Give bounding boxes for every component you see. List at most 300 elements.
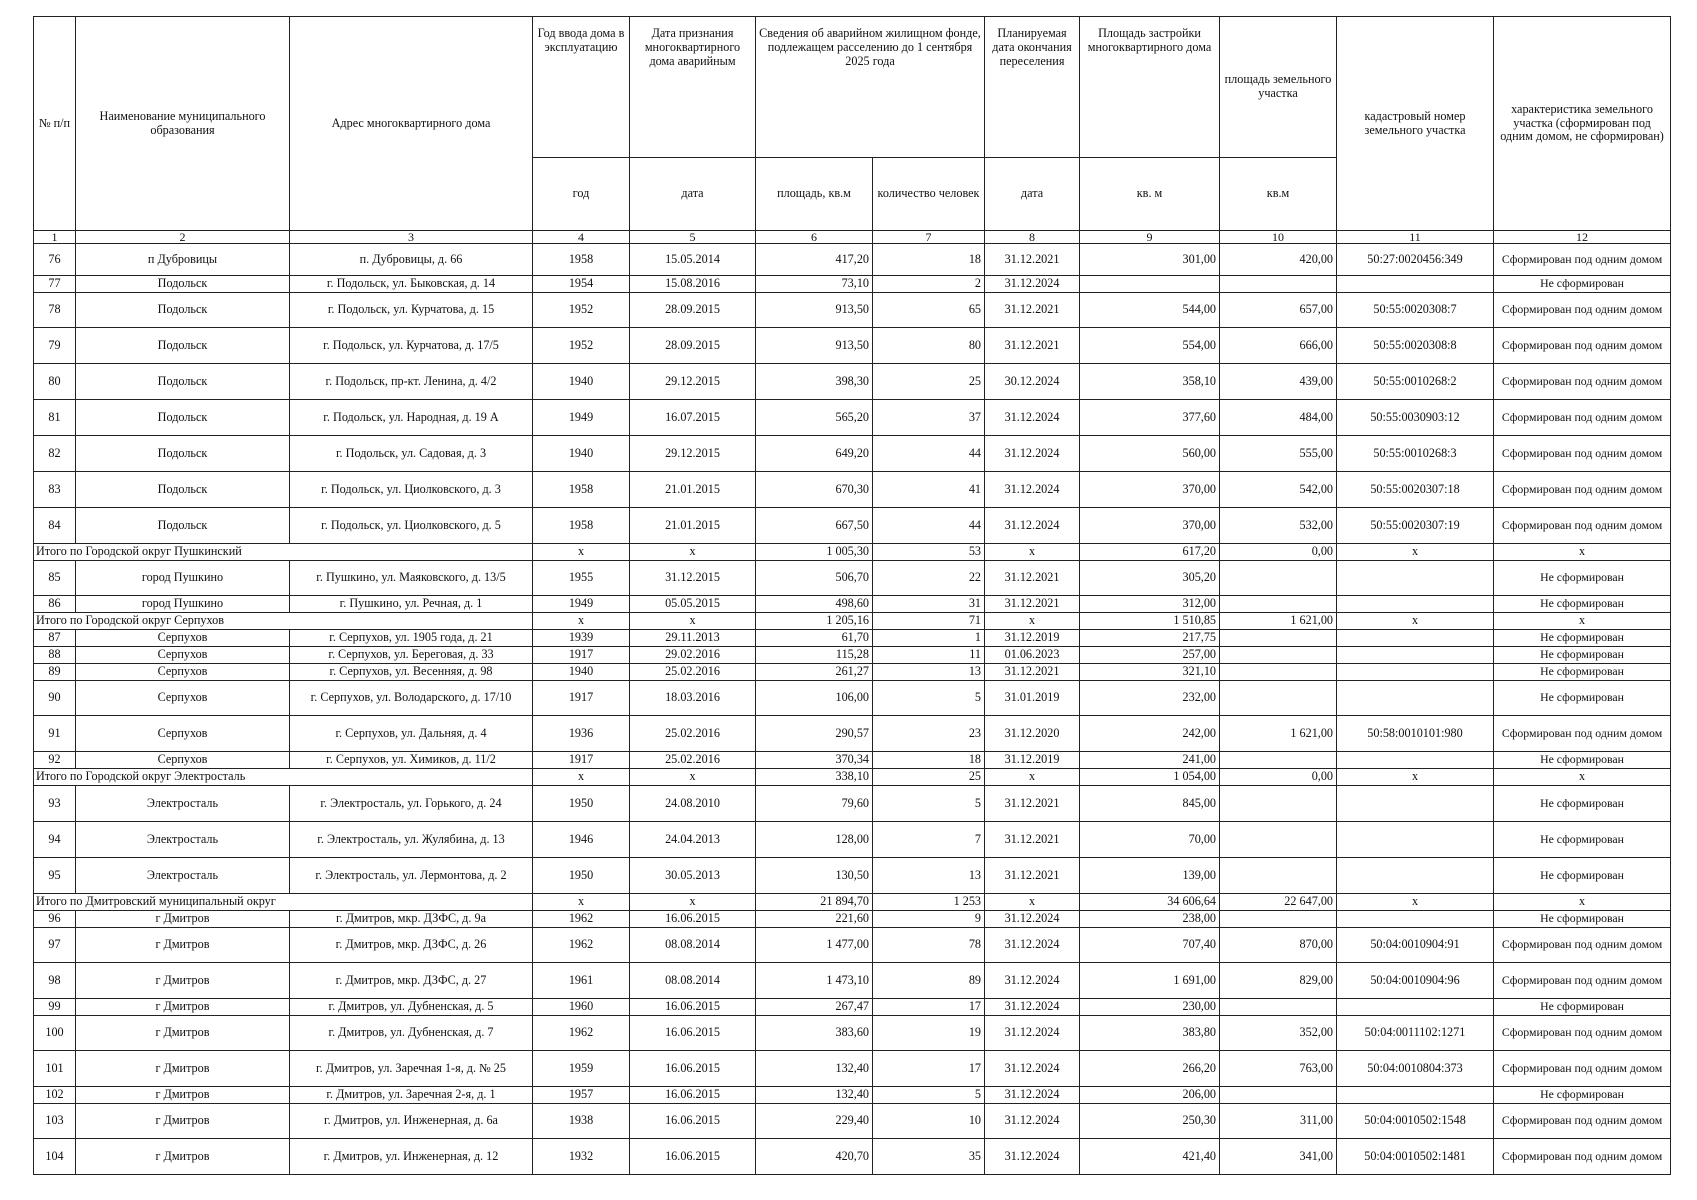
header-emergency-date: Дата признания многоквартирного дома аварийным	[630, 17, 756, 158]
people-cell: 9	[873, 911, 985, 928]
number-cell: 103	[34, 1104, 76, 1139]
plan-date-cell: 31.12.2024	[985, 999, 1080, 1016]
municipality-cell: г Дмитров	[76, 1139, 290, 1175]
building-area-cell: 560,00	[1080, 436, 1220, 472]
people-cell: 35	[873, 1139, 985, 1175]
address-cell: г. Подольск, пр-кт. Ленина, д. 4/2	[290, 364, 533, 400]
characteristic-cell: Сформирован под одним домом	[1494, 1139, 1671, 1175]
cadastral-cell: х	[1337, 769, 1494, 786]
subheader-plan-date: дата	[985, 158, 1080, 231]
characteristic-cell: х	[1494, 894, 1671, 911]
area-cell: 383,60	[756, 1016, 873, 1051]
date-cell: 21.01.2015	[630, 472, 756, 508]
characteristic-cell: Сформирован под одним домом	[1494, 716, 1671, 752]
table-row	[34, 436, 1671, 472]
characteristic-cell: Не сформирован	[1494, 999, 1671, 1016]
area-cell: 498,60	[756, 596, 873, 613]
land-area-cell: 1 621,00	[1220, 613, 1337, 630]
year-cell: 1952	[533, 293, 630, 328]
building-area-cell: 250,30	[1080, 1104, 1220, 1139]
building-area-cell: 617,20	[1080, 544, 1220, 561]
table-header	[34, 17, 1671, 244]
number-cell: 77	[34, 276, 76, 293]
people-cell: 5	[873, 681, 985, 716]
area-cell: 1 005,30	[756, 544, 873, 561]
people-cell: 44	[873, 436, 985, 472]
land-area-cell: 1 621,00	[1220, 716, 1337, 752]
area-cell: 1 477,00	[756, 928, 873, 963]
cadastral-cell: 50:27:0020456:349	[1337, 244, 1494, 276]
number-cell: 78	[34, 293, 76, 328]
characteristic-cell: Не сформирован	[1494, 911, 1671, 928]
number-cell: 95	[34, 858, 76, 894]
year-cell: 1962	[533, 1016, 630, 1051]
subheader-date: дата	[630, 158, 756, 231]
municipality-cell: Подольск	[76, 276, 290, 293]
land-area-cell: 0,00	[1220, 769, 1337, 786]
building-area-cell: 312,00	[1080, 596, 1220, 613]
plan-date-cell: 31.12.2021	[985, 858, 1080, 894]
land-area-cell: 666,00	[1220, 328, 1337, 364]
land-area-cell	[1220, 596, 1337, 613]
table-row	[34, 664, 1671, 681]
cadastral-cell	[1337, 911, 1494, 928]
people-cell: 17	[873, 1051, 985, 1087]
subtotal-row	[34, 769, 1671, 786]
characteristic-cell: Сформирован под одним домом	[1494, 1016, 1671, 1051]
year-cell: 1950	[533, 786, 630, 822]
number-cell: 97	[34, 928, 76, 963]
building-area-cell: 1 510,85	[1080, 613, 1220, 630]
people-cell: 18	[873, 244, 985, 276]
address-cell: г. Дмитров, ул. Дубненская, д. 5	[290, 999, 533, 1016]
plan-date-cell: 31.12.2024	[985, 928, 1080, 963]
table-row	[34, 716, 1671, 752]
column-number: 7	[873, 231, 985, 244]
land-area-cell: 484,00	[1220, 400, 1337, 436]
plan-date-cell: 31.12.2024	[985, 1087, 1080, 1104]
building-area-cell: 230,00	[1080, 999, 1220, 1016]
area-cell: 290,57	[756, 716, 873, 752]
date-cell: 16.06.2015	[630, 1104, 756, 1139]
address-cell: г. Серпухов, ул. Дальняя, д. 4	[290, 716, 533, 752]
land-area-cell	[1220, 999, 1337, 1016]
date-cell: 18.03.2016	[630, 681, 756, 716]
column-number: 8	[985, 231, 1080, 244]
building-area-cell: 305,20	[1080, 561, 1220, 596]
number-cell: 83	[34, 472, 76, 508]
date-cell: 25.02.2016	[630, 664, 756, 681]
characteristic-cell: Не сформирован	[1494, 561, 1671, 596]
cadastral-cell	[1337, 561, 1494, 596]
cadastral-cell: х	[1337, 894, 1494, 911]
table-row	[34, 1051, 1671, 1087]
people-cell: 17	[873, 999, 985, 1016]
header-building-area: Площадь застройки многоквартирного дома	[1080, 17, 1220, 158]
characteristic-cell: Сформирован под одним домом	[1494, 364, 1671, 400]
table-row	[34, 630, 1671, 647]
cadastral-cell	[1337, 858, 1494, 894]
municipality-cell: г Дмитров	[76, 1016, 290, 1051]
area-cell: 398,30	[756, 364, 873, 400]
plan-date-cell: 31.12.2024	[985, 400, 1080, 436]
building-area-cell: 139,00	[1080, 858, 1220, 894]
people-cell: 5	[873, 786, 985, 822]
number-cell: 87	[34, 630, 76, 647]
year-cell: х	[533, 769, 630, 786]
table-row	[34, 647, 1671, 664]
municipality-cell: г Дмитров	[76, 911, 290, 928]
building-area-cell: 266,20	[1080, 1051, 1220, 1087]
year-cell: 1949	[533, 400, 630, 436]
date-cell: 08.08.2014	[630, 928, 756, 963]
municipality-cell: Электросталь	[76, 786, 290, 822]
number-cell: 92	[34, 752, 76, 769]
table-row	[34, 400, 1671, 436]
building-area-cell: 377,60	[1080, 400, 1220, 436]
characteristic-cell: х	[1494, 613, 1671, 630]
date-cell: 16.06.2015	[630, 1139, 756, 1175]
land-area-cell	[1220, 858, 1337, 894]
subtotal-label: Итого по Городской округ Серпухов	[34, 613, 533, 630]
table-row	[34, 244, 1671, 276]
year-cell: 1959	[533, 1051, 630, 1087]
land-area-cell: 555,00	[1220, 436, 1337, 472]
date-cell: 15.08.2016	[630, 276, 756, 293]
year-cell: 1949	[533, 596, 630, 613]
land-area-cell: 0,00	[1220, 544, 1337, 561]
date-cell: 24.04.2013	[630, 822, 756, 858]
building-area-cell: 301,00	[1080, 244, 1220, 276]
column-numbers-row	[34, 231, 1671, 244]
cadastral-cell: 50:55:0020307:18	[1337, 472, 1494, 508]
number-cell: 79	[34, 328, 76, 364]
number-cell: 76	[34, 244, 76, 276]
plan-date-cell: 31.12.2024	[985, 436, 1080, 472]
year-cell: х	[533, 894, 630, 911]
area-cell: 267,47	[756, 999, 873, 1016]
date-cell: 16.06.2015	[630, 1087, 756, 1104]
number-cell: 100	[34, 1016, 76, 1051]
cadastral-cell: 50:04:0010904:91	[1337, 928, 1494, 963]
plan-date-cell: 01.06.2023	[985, 647, 1080, 664]
plan-date-cell: 31.12.2021	[985, 596, 1080, 613]
area-cell: 79,60	[756, 786, 873, 822]
subheader-area: площадь, кв.м	[756, 158, 873, 231]
municipality-cell: г Дмитров	[76, 1087, 290, 1104]
land-area-cell	[1220, 681, 1337, 716]
year-cell: 1958	[533, 508, 630, 544]
plan-date-cell: 31.12.2024	[985, 963, 1080, 999]
municipality-cell: Подольск	[76, 508, 290, 544]
plan-date-cell: 31.12.2021	[985, 328, 1080, 364]
address-cell: г. Дмитров, ул. Инженерная, д. 12	[290, 1139, 533, 1175]
characteristic-cell: Сформирован под одним домом	[1494, 436, 1671, 472]
plan-date-cell: 31.12.2021	[985, 822, 1080, 858]
address-cell: г. Дмитров, мкр. ДЗФС, д. 26	[290, 928, 533, 963]
table-row	[34, 596, 1671, 613]
area-cell: 667,50	[756, 508, 873, 544]
table-row	[34, 681, 1671, 716]
land-area-cell: 532,00	[1220, 508, 1337, 544]
plan-date-cell: 31.12.2024	[985, 1051, 1080, 1087]
subheader-land-sqm: кв.м	[1220, 158, 1337, 231]
area-cell: 565,20	[756, 400, 873, 436]
address-cell: г. Подольск, ул. Быковская, д. 14	[290, 276, 533, 293]
building-area-cell: 217,75	[1080, 630, 1220, 647]
table-row	[34, 963, 1671, 999]
number-cell: 82	[34, 436, 76, 472]
year-cell: 1940	[533, 436, 630, 472]
building-area-cell: 242,00	[1080, 716, 1220, 752]
land-area-cell	[1220, 630, 1337, 647]
building-area-cell: 238,00	[1080, 911, 1220, 928]
land-area-cell: 870,00	[1220, 928, 1337, 963]
characteristic-cell: Сформирован под одним домом	[1494, 508, 1671, 544]
address-cell: г. Подольск, ул. Курчатова, д. 17/5	[290, 328, 533, 364]
plan-date-cell: 31.12.2019	[985, 752, 1080, 769]
area-cell: 370,34	[756, 752, 873, 769]
cadastral-cell	[1337, 276, 1494, 293]
date-cell: 29.12.2015	[630, 436, 756, 472]
number-cell: 90	[34, 681, 76, 716]
land-area-cell	[1220, 786, 1337, 822]
people-cell: 89	[873, 963, 985, 999]
area-cell: 73,10	[756, 276, 873, 293]
year-cell: 1955	[533, 561, 630, 596]
building-area-cell: 845,00	[1080, 786, 1220, 822]
number-cell: 91	[34, 716, 76, 752]
building-area-cell: 544,00	[1080, 293, 1220, 328]
number-cell: 101	[34, 1051, 76, 1087]
cadastral-cell: 50:04:0011102:1271	[1337, 1016, 1494, 1051]
cadastral-cell	[1337, 681, 1494, 716]
date-cell: 15.05.2014	[630, 244, 756, 276]
characteristic-cell: Не сформирован	[1494, 681, 1671, 716]
land-area-cell: 439,00	[1220, 364, 1337, 400]
building-area-cell: 257,00	[1080, 647, 1220, 664]
header-planned-date: Планируемая дата окончания переселения	[985, 17, 1080, 158]
header-number: № п/п	[34, 17, 76, 231]
plan-date-cell: 31.12.2024	[985, 1139, 1080, 1175]
building-area-cell: 1 054,00	[1080, 769, 1220, 786]
building-area-cell: 554,00	[1080, 328, 1220, 364]
address-cell: г. Серпухов, ул. Володарского, д. 17/10	[290, 681, 533, 716]
municipality-cell: Подольск	[76, 400, 290, 436]
date-cell: 28.09.2015	[630, 293, 756, 328]
area-cell: 106,00	[756, 681, 873, 716]
column-number: 10	[1220, 231, 1337, 244]
number-cell: 85	[34, 561, 76, 596]
land-area-cell	[1220, 911, 1337, 928]
municipality-cell: г Дмитров	[76, 928, 290, 963]
municipality-cell: Электросталь	[76, 858, 290, 894]
header-land-area: площадь земельного участка	[1220, 17, 1337, 158]
number-cell: 104	[34, 1139, 76, 1175]
address-cell: г. Электросталь, ул. Лермонтова, д. 2	[290, 858, 533, 894]
subtotal-label: Итого по Городской округ Пушкинский	[34, 544, 533, 561]
date-cell: 05.05.2015	[630, 596, 756, 613]
number-cell: 84	[34, 508, 76, 544]
municipality-cell: Серпухов	[76, 630, 290, 647]
table-row	[34, 276, 1671, 293]
year-cell: 1939	[533, 630, 630, 647]
table-row	[34, 858, 1671, 894]
area-cell: 417,20	[756, 244, 873, 276]
area-cell: 913,50	[756, 293, 873, 328]
date-cell: 08.08.2014	[630, 963, 756, 999]
year-cell: 1917	[533, 647, 630, 664]
year-cell: 1952	[533, 328, 630, 364]
people-cell: 78	[873, 928, 985, 963]
column-number: 2	[76, 231, 290, 244]
people-cell: 65	[873, 293, 985, 328]
area-cell: 128,00	[756, 822, 873, 858]
municipality-cell: Подольск	[76, 472, 290, 508]
area-cell: 21 894,70	[756, 894, 873, 911]
address-cell: г. Дмитров, ул. Заречная 1-я, д. № 25	[290, 1051, 533, 1087]
table-row	[34, 328, 1671, 364]
plan-date-cell: 31.12.2021	[985, 786, 1080, 822]
characteristic-cell: Не сформирован	[1494, 822, 1671, 858]
address-cell: г. Подольск, ул. Садовая, д. 3	[290, 436, 533, 472]
characteristic-cell: Не сформирован	[1494, 752, 1671, 769]
municipality-cell: Серпухов	[76, 716, 290, 752]
area-cell: 649,20	[756, 436, 873, 472]
people-cell: 22	[873, 561, 985, 596]
table-row	[34, 364, 1671, 400]
column-number: 1	[34, 231, 76, 244]
number-cell: 81	[34, 400, 76, 436]
area-cell: 420,70	[756, 1139, 873, 1175]
date-cell: 16.06.2015	[630, 1016, 756, 1051]
municipality-cell: Серпухов	[76, 664, 290, 681]
area-cell: 506,70	[756, 561, 873, 596]
area-cell: 1 473,10	[756, 963, 873, 999]
municipality-cell: п Дубровицы	[76, 244, 290, 276]
date-cell: 16.06.2015	[630, 999, 756, 1016]
header-address: Адрес многоквартирного дома	[290, 17, 533, 231]
land-area-cell	[1220, 822, 1337, 858]
cadastral-cell	[1337, 596, 1494, 613]
subtotal-row	[34, 544, 1671, 561]
people-cell: 25	[873, 769, 985, 786]
characteristic-cell: Сформирован под одним домом	[1494, 928, 1671, 963]
address-cell: г. Серпухов, ул. 1905 года, д. 21	[290, 630, 533, 647]
year-cell: 1932	[533, 1139, 630, 1175]
people-cell: 2	[873, 276, 985, 293]
building-area-cell	[1080, 276, 1220, 293]
cadastral-cell: 50:04:0010804:373	[1337, 1051, 1494, 1087]
municipality-cell: город Пушкино	[76, 596, 290, 613]
cadastral-cell: 50:04:0010502:1481	[1337, 1139, 1494, 1175]
address-cell: г. Серпухов, ул. Химиков, д. 11/2	[290, 752, 533, 769]
municipality-cell: Подольск	[76, 364, 290, 400]
table-row	[34, 911, 1671, 928]
cadastral-cell: 50:55:0020308:7	[1337, 293, 1494, 328]
plan-date-cell: х	[985, 769, 1080, 786]
table-row	[34, 822, 1671, 858]
address-cell: г. Дмитров, ул. Дубненская, д. 7	[290, 1016, 533, 1051]
people-cell: 5	[873, 1087, 985, 1104]
date-cell: х	[630, 769, 756, 786]
table-body	[34, 244, 1671, 1175]
building-area-cell: 1 691,00	[1080, 963, 1220, 999]
cadastral-cell	[1337, 1087, 1494, 1104]
plan-date-cell: 31.12.2024	[985, 276, 1080, 293]
building-area-cell: 206,00	[1080, 1087, 1220, 1104]
people-cell: 1 253	[873, 894, 985, 911]
plan-date-cell: 31.12.2024	[985, 472, 1080, 508]
land-area-cell: 420,00	[1220, 244, 1337, 276]
subheader-sqm: кв. м	[1080, 158, 1220, 231]
land-area-cell	[1220, 276, 1337, 293]
land-area-cell	[1220, 647, 1337, 664]
building-area-cell: 232,00	[1080, 681, 1220, 716]
table-row	[34, 1139, 1671, 1175]
building-area-cell: 34 606,64	[1080, 894, 1220, 911]
municipality-cell: Серпухов	[76, 752, 290, 769]
characteristic-cell: Сформирован под одним домом	[1494, 244, 1671, 276]
table-row	[34, 928, 1671, 963]
area-cell: 221,60	[756, 911, 873, 928]
table-row	[34, 752, 1671, 769]
date-cell: 29.11.2013	[630, 630, 756, 647]
people-cell: 53	[873, 544, 985, 561]
table-row	[34, 786, 1671, 822]
plan-date-cell: 31.12.2024	[985, 1104, 1080, 1139]
municipality-cell: г Дмитров	[76, 1104, 290, 1139]
date-cell: 21.01.2015	[630, 508, 756, 544]
table-row	[34, 472, 1671, 508]
column-number: 3	[290, 231, 533, 244]
people-cell: 10	[873, 1104, 985, 1139]
characteristic-cell: Не сформирован	[1494, 276, 1671, 293]
municipality-cell: Электросталь	[76, 822, 290, 858]
resettlement-table	[33, 16, 1671, 1175]
year-cell: 1950	[533, 858, 630, 894]
number-cell: 96	[34, 911, 76, 928]
land-area-cell	[1220, 561, 1337, 596]
building-area-cell: 370,00	[1080, 508, 1220, 544]
cadastral-cell: 50:55:0020307:19	[1337, 508, 1494, 544]
building-area-cell: 321,10	[1080, 664, 1220, 681]
area-cell: 61,70	[756, 630, 873, 647]
header-cadastral-number: кадастровый номер земельного участка	[1337, 17, 1494, 231]
address-cell: г. Дмитров, мкр. ДЗФС, д. 9а	[290, 911, 533, 928]
people-cell: 7	[873, 822, 985, 858]
people-cell: 1	[873, 630, 985, 647]
address-cell: г. Дмитров, ул. Инженерная, д. 6а	[290, 1104, 533, 1139]
land-area-cell: 542,00	[1220, 472, 1337, 508]
plan-date-cell: 31.12.2019	[985, 630, 1080, 647]
address-cell: г. Пушкино, ул. Маяковского, д. 13/5	[290, 561, 533, 596]
number-cell: 93	[34, 786, 76, 822]
municipality-cell: город Пушкино	[76, 561, 290, 596]
date-cell: 30.05.2013	[630, 858, 756, 894]
subtotal-row	[34, 613, 1671, 630]
people-cell: 25	[873, 364, 985, 400]
date-cell: 25.02.2016	[630, 716, 756, 752]
cadastral-cell: 50:55:0030903:12	[1337, 400, 1494, 436]
address-cell: г. Подольск, ул. Народная, д. 19 А	[290, 400, 533, 436]
date-cell: 31.12.2015	[630, 561, 756, 596]
year-cell: 1960	[533, 999, 630, 1016]
year-cell: х	[533, 613, 630, 630]
table-row	[34, 561, 1671, 596]
building-area-cell: 370,00	[1080, 472, 1220, 508]
people-cell: 13	[873, 858, 985, 894]
